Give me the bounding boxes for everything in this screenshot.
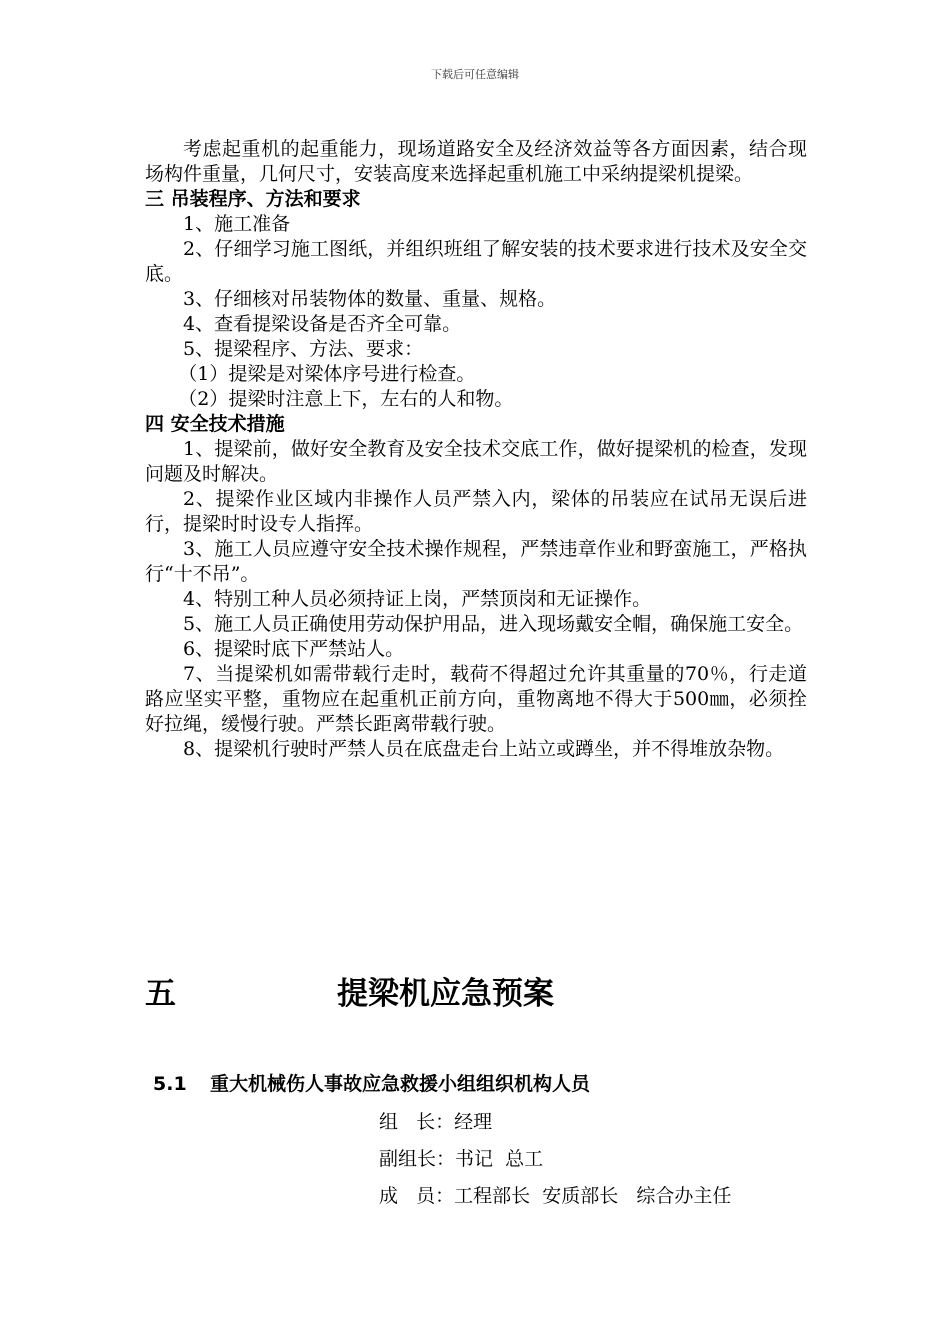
section-4-item-1: 1、提梁前，做好安全教育及安全技术交底工作，做好提梁机的检查，发现问题及时解决。 xyxy=(145,438,807,485)
section-3-subitem-2: （2）提梁时注意上下，左右的人和物。 xyxy=(178,388,514,410)
section-4-title: 四 安全技术措施 xyxy=(145,413,285,435)
section-5-1-title: 重大机械伤人事故应急救援小组组织机构人员 xyxy=(210,1073,591,1095)
section-4-item-3: 3、施工人员应遵守安全技术操作规程，严禁违章作业和野蛮施工，严格执行“十不吊”。 xyxy=(145,538,807,585)
section-3-item-2: 2、仔细学习施工图纸，并组织班组了解安装的技术要求进行技术及安全交底。 xyxy=(145,238,807,285)
section-4-item-2: 2、提梁作业区域内非操作人员严禁入内，梁体的吊装应在试吊无误后进行，提梁时时设专人指挥。 xyxy=(145,488,807,535)
section-3-item-5: 5、提梁程序、方法、要求： xyxy=(183,338,424,360)
org-leader: 组 长：经理 xyxy=(379,1111,493,1133)
header-note: 下载后可任意编辑 xyxy=(431,68,519,81)
section-4-item-7: 7、当提梁机如需带载行走时，载荷不得超过允许其重量的70％，行走道路应坚实平整，重物应在起重机正前方向，重物离地不得大于500㎜，必须拴好拉绳，缓慢行驶。严禁长距离带载行驶。 xyxy=(145,663,807,735)
section-3-subitem-1: （1）提梁是对梁体序号进行检查。 xyxy=(178,363,476,385)
section-5-number: 五 xyxy=(145,976,176,1012)
section-5-1-number: 5.1 xyxy=(153,1073,187,1095)
document-body xyxy=(145,137,807,762)
section-5-1-heading xyxy=(153,1070,807,1098)
section-5-heading xyxy=(145,972,807,1016)
organization-list xyxy=(379,1104,819,1215)
section-3-title: 三 吊装程序、方法和要求 xyxy=(145,188,361,210)
section-4-item-8: 8、提梁机行驶时严禁人员在底盘走台上站立或蹲坐，并不得堆放杂物。 xyxy=(183,738,785,760)
section-3-item-3: 3、仔细核对吊装物体的数量、重量、规格。 xyxy=(183,288,557,310)
section-5-title: 提梁机应急预案 xyxy=(337,976,554,1012)
section-3-item-4: 4、查看提梁设备是否齐全可靠。 xyxy=(183,313,462,335)
org-deputy-leader: 副组长：书记 总工 xyxy=(379,1148,544,1170)
section-4-item-6: 6、提梁时底下严禁站人。 xyxy=(183,638,405,660)
section-4-item-4: 4、特别工种人员必须持证上岗，严禁顶岗和无证操作。 xyxy=(183,588,652,610)
section-3-item-1: 1、施工准备 xyxy=(183,213,291,235)
intro-paragraph: 考虑起重机的起重能力，现场道路安全及经济效益等各方面因素，结合现场构件重量，几何尺寸，安装高度来选择起重机施工中采纳提梁机提梁。 xyxy=(145,138,807,185)
section-4-item-5: 5、施工人员正确使用劳动保护用品，进入现场戴安全帽，确保施工安全。 xyxy=(183,613,804,635)
org-members: 成 员：工程部长 安质部长 综合办主任 xyxy=(379,1185,732,1207)
